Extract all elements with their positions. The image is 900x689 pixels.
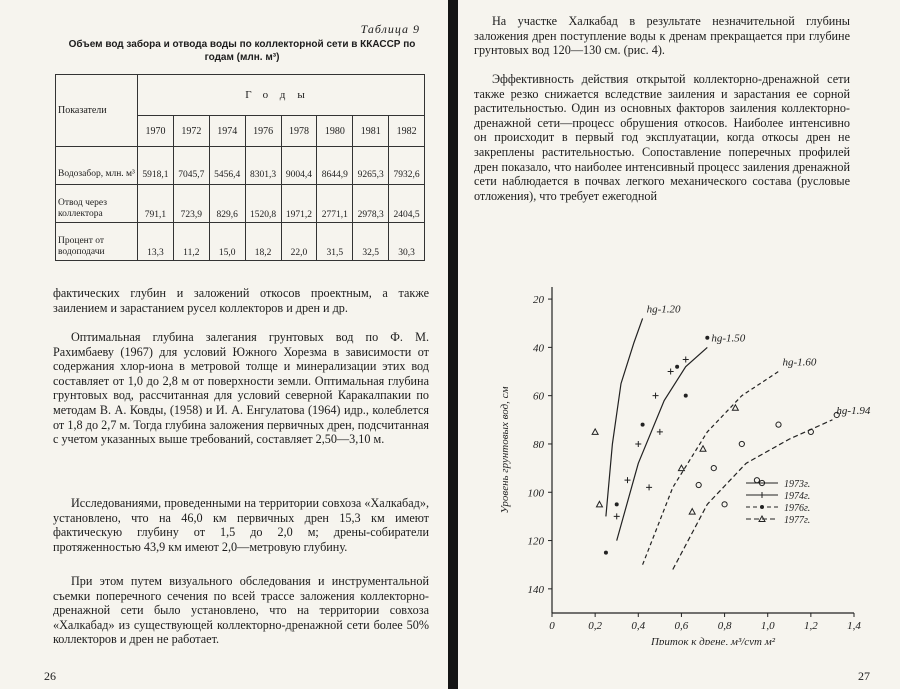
table-cell: 5918,1 <box>138 147 174 185</box>
year-header: 1978 <box>281 116 317 147</box>
x-axis-label: Приток к дрене, м³/сут м² <box>650 636 776 645</box>
paragraph-4: При этом путем визуального обследования и инструментальной съемки поперечного сечения по всей трассе заложения коллекторно-дренажной сети было установлено, что на территории совхоза «Халкабад» из существующей коллекторно-дренажной сети более 50% коллекторов и дрен не работает. <box>53 574 429 647</box>
x-tick-label: 0,2 <box>588 620 603 632</box>
table-cell: 8301,3 <box>245 147 281 185</box>
table-title: Объем вод забора и отвода воды по коллекторной сети в ККАССР по годам (млн. м³) <box>68 39 416 63</box>
row-label: Водозабор, млн. м³ <box>56 147 138 185</box>
curve-label: hg-1.20 <box>646 303 681 316</box>
data-point <box>592 429 598 435</box>
table-caption: Таблица 9 <box>360 22 420 36</box>
data-point <box>739 441 744 446</box>
table-cell: 2404,5 <box>389 185 425 223</box>
table-cell: 9004,4 <box>281 147 317 185</box>
table-cell: 30,3 <box>389 223 425 261</box>
table-cell: 15,0 <box>209 223 245 261</box>
year-header: 1981 <box>353 116 389 147</box>
page-number-left: 26 <box>44 669 56 683</box>
data-point <box>683 356 689 362</box>
data-point <box>705 336 709 340</box>
page-number-right: 27 <box>858 669 870 683</box>
paragraph-1: фактических глубин и заложений откосов проектным, а также заилением и зарастанием русел коллекторов и дрен и др. <box>53 286 429 315</box>
x-tick-label: 0 <box>549 620 555 632</box>
year-header: 1976 <box>245 116 281 147</box>
table-cell: 5456,4 <box>209 147 245 185</box>
legend-label: 1973г. <box>784 479 811 490</box>
legend-label: 1977г. <box>784 515 811 526</box>
table-cell: 11,2 <box>173 223 209 261</box>
row-label: Процент от водоподачи <box>56 223 138 261</box>
water-volume-table <box>55 74 425 261</box>
book-gutter <box>448 0 458 689</box>
year-header: 1974 <box>209 116 245 147</box>
table-cell: 22,0 <box>281 223 317 261</box>
legend-label: 1976г. <box>784 503 811 514</box>
year-header: 1982 <box>389 116 425 147</box>
table-cell: 2978,3 <box>353 185 389 223</box>
y-tick-label: 40 <box>533 342 544 355</box>
data-point <box>604 551 608 555</box>
paragraph-2: Оптимальная глубина залегания грунтовых вод по Ф. М. Рахимбаеву (1967) для условий Южного Хорезма в зависимости от содержания хлор-иона в метровой толще и минерализации этих вод составляет от 1,0 до 2,8 м от поверхности земли. Оптимальная глубина грунтовых вод, рассчитанная для условий северной Каракалпакии по методам В. А. Ковды, (1958) и И. А. Енгулатова (1964) идр., колеблется от 1,8 до 2,7 м. Тогда глубина заложения первичных дрен, подсчитанная с учетом указанных выше требований, составляет 2,50—3,10 м. <box>53 330 429 447</box>
x-tick-label: 1,2 <box>803 620 818 632</box>
fit-curve <box>643 372 779 565</box>
curve-label: hg-1.60 <box>782 356 817 369</box>
data-point <box>641 423 645 427</box>
figure-4-chart <box>484 265 884 645</box>
table-body <box>56 147 425 261</box>
left-page <box>0 0 448 689</box>
table-cell: 8644,9 <box>317 147 353 185</box>
table-cell: 13,3 <box>138 223 174 261</box>
table-cell: 18,2 <box>245 223 281 261</box>
table-row <box>56 185 425 223</box>
data-point <box>625 477 631 483</box>
data-point <box>653 393 659 399</box>
chart-svg <box>484 265 884 645</box>
x-tick-label: 0,8 <box>717 620 732 632</box>
x-tick-label: 0,6 <box>674 620 689 632</box>
table-cell: 32,5 <box>353 223 389 261</box>
table-cell: 829,6 <box>209 185 245 223</box>
data-point <box>722 502 727 507</box>
data-point <box>759 492 765 498</box>
data-point <box>760 505 764 509</box>
data-point <box>675 365 679 369</box>
data-point <box>700 446 706 452</box>
data-point <box>776 422 781 427</box>
header-indicator: Показатели <box>56 75 138 147</box>
curve-label: hg-1.50 <box>711 332 746 345</box>
data-point <box>711 466 716 471</box>
data-point <box>668 369 674 375</box>
x-tick-label: 1,0 <box>760 620 775 632</box>
y-tick-label: 100 <box>527 487 544 500</box>
y-tick-label: 80 <box>533 438 544 451</box>
table-cell: 31,5 <box>317 223 353 261</box>
y-tick-label: 20 <box>533 294 544 307</box>
data-point <box>646 484 652 490</box>
y-tick-label: 120 <box>527 535 544 548</box>
row-label: Отвод через коллектора <box>56 185 138 223</box>
table-cell: 9265,3 <box>353 147 389 185</box>
data-point <box>732 405 738 411</box>
paragraph-3: Исследованиями, проведенными на территории совхоза «Халкабад», установлено, что на 46,0 км первичных дрен 15,3 км имеют фактическую глубину от 1,5 до 2,0 м; дрены-собиратели протяженностью 43,9 км имеют 2,0—метровую глубину. <box>53 496 429 554</box>
table-cell: 723,9 <box>173 185 209 223</box>
table-row <box>56 223 425 261</box>
data-point <box>614 513 620 519</box>
data-point <box>635 441 641 447</box>
y-axis-label: Уровень грунтовых вод, см <box>499 386 511 514</box>
data-point <box>596 501 602 507</box>
curve-label: hg-1.94 <box>836 404 871 417</box>
data-point <box>657 429 663 435</box>
y-tick-label: 140 <box>527 583 544 596</box>
table-cell: 1971,2 <box>281 185 317 223</box>
table-cell: 791,1 <box>138 185 174 223</box>
year-header: 1972 <box>173 116 209 147</box>
table-cell: 7932,6 <box>389 147 425 185</box>
data-point <box>615 502 619 506</box>
year-header: 1980 <box>317 116 353 147</box>
data-point <box>696 482 701 487</box>
table-cell: 2771,1 <box>317 185 353 223</box>
data-point <box>754 478 759 483</box>
paragraph-right-1: На участке Халкабад в результате незначительной глубины заложения дрен поступление воды к дренам прекращается при глубине грунтовых вод 120—130 см. (рис. 4). <box>474 14 850 58</box>
year-header: 1970 <box>138 116 174 147</box>
table-cell: 1520,8 <box>245 185 281 223</box>
x-tick-label: 1,4 <box>847 620 861 632</box>
fit-curve <box>606 318 643 516</box>
data-point <box>684 394 688 398</box>
legend-label: 1974г. <box>784 491 811 502</box>
y-tick-label: 60 <box>533 390 544 403</box>
x-tick-label: 0,4 <box>631 620 646 632</box>
data-point <box>689 509 695 515</box>
right-page <box>458 0 900 689</box>
table-row <box>56 147 425 185</box>
paragraph-right-2: Эффективность действия открытой коллекторно-дренажной сети также резко снижается вследствие заиления и зарастания ее сорной растительностью. Один из основных факторов заиления коллекторно-дренажной сети—процесс обрушения откосов. Наиболее интенсивно он происходит в первый год эксплуатации, когда откосы дрен не закреплены растительностью. Сопоставление поперечных профилей дрен показало, что наиболее интенсивный процесс заиления дренажной сети наблюдается в почвах легкого механического состава (русловые отложения), что требует ежегодной <box>474 72 850 203</box>
data-point <box>678 465 684 471</box>
header-years-label: Годы <box>138 75 425 116</box>
table-cell: 7045,7 <box>173 147 209 185</box>
